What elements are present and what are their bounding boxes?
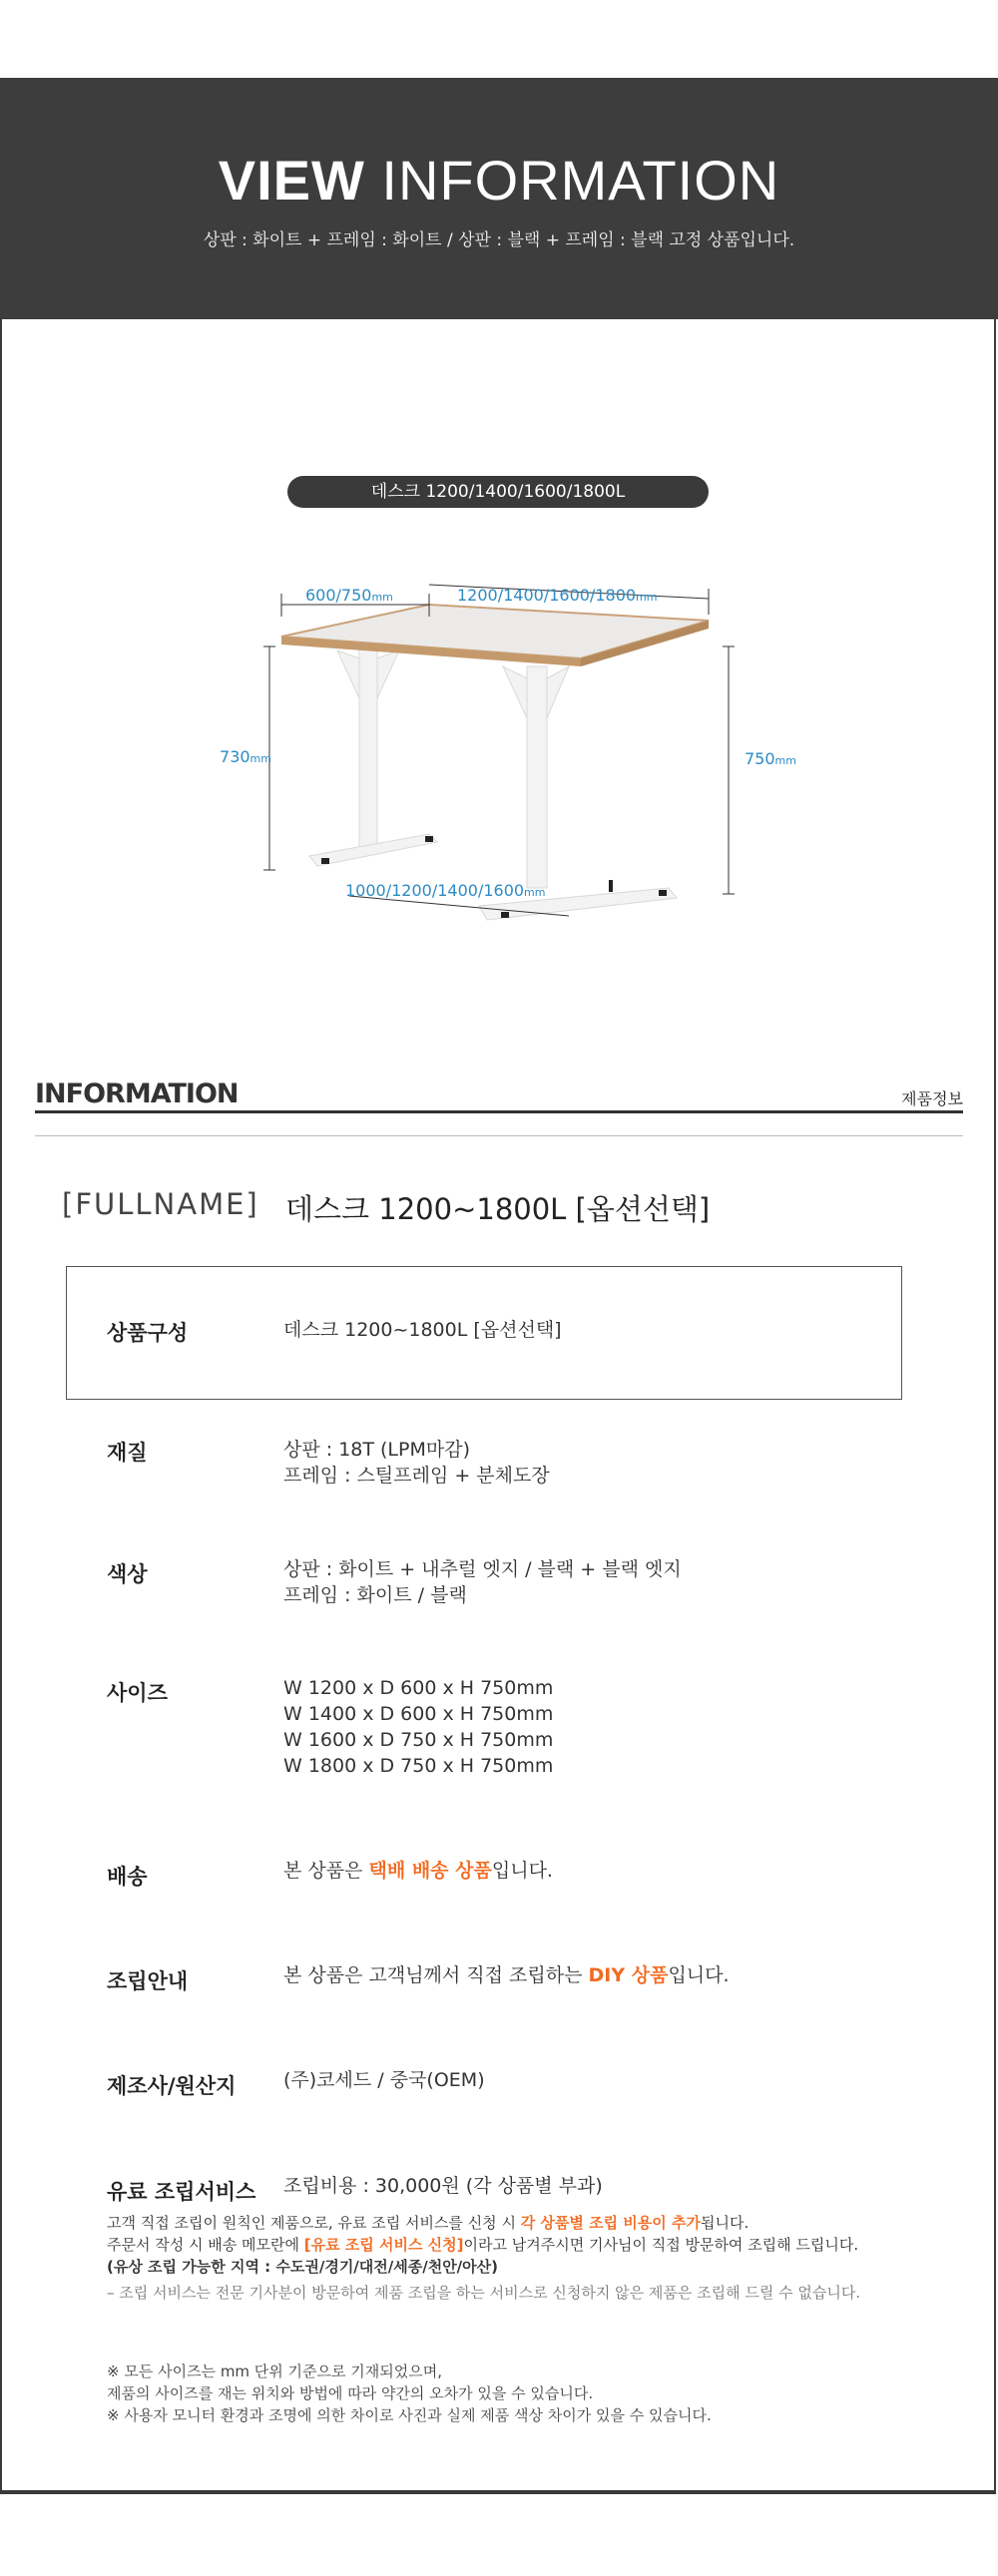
fullname-row: [62, 1187, 711, 1226]
hero-title-bold: VIEW: [218, 149, 365, 212]
size-key: 사이즈: [107, 1681, 168, 1705]
left-foot-pad: [321, 858, 329, 864]
left-brace-2: [337, 650, 359, 698]
paid-note-2: 주문서 작성 시 배송 메모란에 [유료 조립 서비스 신청]이라고 남겨주시면 기사님이 직접 방문하여 조립해 드립니다.: [107, 2236, 859, 2254]
info-title: INFORMATION: [35, 1078, 239, 1109]
material-line: 상판 : 18T (LPM마감): [283, 1439, 470, 1461]
hero-title-light: INFORMATION: [381, 149, 780, 212]
control-box: [609, 880, 613, 892]
left-brace: [377, 650, 399, 698]
base-dimension-label: 1000/1200/1400/1600mm: [345, 881, 546, 900]
right-height-label: 750mm: [745, 749, 796, 768]
footnote: ※ 모든 사이즈는 mm 단위 기준으로 기재되었으며,: [107, 2362, 442, 2380]
footnote: ※ 사용자 모니터 환경과 조명에 의한 차이로 사진과 실제 제품 색상 차이가 있을 수 있습니다.: [107, 2406, 712, 2424]
right-brace: [547, 666, 569, 718]
right-foot-pad: [501, 912, 509, 918]
assembly-post: 입니다.: [668, 1964, 730, 1986]
composition-key: 상품구성: [107, 1321, 189, 1345]
assembly-value: [283, 1962, 730, 1988]
color-line: 프레임 : 화이트 / 블랙: [283, 1584, 467, 1606]
material-key: 재질: [107, 1441, 148, 1465]
product-label-pill: 데스크 1200/1400/1600/1800L: [287, 476, 709, 508]
delivery-value: [283, 1858, 553, 1884]
info-divider: [35, 1135, 963, 1136]
delivery-highlight: 택배 배송 상품: [368, 1860, 492, 1882]
maker-key: 제조사/원산지: [107, 2074, 237, 2098]
right-foot-pad-2: [659, 890, 667, 896]
color-value: [283, 1556, 682, 1608]
footnote: 제품의 사이즈를 재는 위치와 방법에 따라 약간의 오차가 있을 수 있습니다.: [107, 2384, 594, 2402]
desk-top: [281, 605, 709, 658]
material-line: 프레임 : 스틸프레임 + 분체도장: [283, 1465, 550, 1487]
right-brace-2: [503, 666, 527, 718]
size-line: W 1600 x D 750 x H 750mm: [283, 1729, 554, 1751]
size-line: W 1200 x D 600 x H 750mm: [283, 1677, 554, 1699]
maker-value: (주)코세드 / 중국(OEM): [283, 2069, 485, 2091]
fullname-key: [FULLNAME]: [62, 1187, 259, 1221]
info-header: [35, 1073, 963, 1113]
left-foot-pad-2: [425, 836, 433, 842]
left-height-label: 730mm: [220, 747, 271, 766]
material-value: [283, 1437, 550, 1489]
hero-subtitle: 상판 : 화이트 + 프레임 : 화이트 / 상판 : 블랙 + 프레임 : 블랙 고정 상품입니다.: [203, 230, 795, 250]
delivery-post: 입니다.: [491, 1860, 553, 1882]
color-line: 상판 : 화이트 + 내추럴 엣지 / 블랙 + 블랙 엣지: [283, 1558, 682, 1580]
hero-title: [0, 148, 998, 213]
depth-dimension-label: 600/750mm: [305, 586, 393, 605]
width-dimension-label: 1200/1400/1600/1800mm: [457, 586, 658, 605]
fullname-value: 데스크 1200~1800L [옵션선택]: [285, 1192, 711, 1226]
delivery-pre: 본 상품은: [283, 1860, 369, 1882]
paid-note-4: – 조립 서비스는 전문 기사분이 방문하여 제품 조립을 하는 서비스로 신청하지 않은 제품은 조립해 드릴 수 없습니다.: [107, 2284, 861, 2302]
paid-assembly-key: 유료 조립서비스: [107, 2180, 256, 2204]
size-line: W 1800 x D 750 x H 750mm: [283, 1755, 554, 1777]
desk-illustration: [220, 559, 796, 978]
info-right-label: 제품정보: [901, 1089, 963, 1108]
size-line: W 1400 x D 600 x H 750mm: [283, 1703, 554, 1725]
paid-note-3: (유상 조립 가능한 지역 : 수도권/경기/대전/세종/천안/아산): [107, 2258, 498, 2276]
assembly-highlight: DIY 상품: [588, 1964, 669, 1986]
right-leg: [527, 666, 547, 888]
top-spacer: [0, 0, 998, 78]
color-key: 색상: [107, 1562, 148, 1586]
hero-banner: [0, 78, 998, 319]
assembly-key: 조립안내: [107, 1969, 189, 1993]
left-leg: [359, 644, 377, 850]
delivery-key: 배송: [107, 1865, 148, 1889]
composition-value: 데스크 1200~1800L [옵션선택]: [283, 1319, 562, 1341]
paid-note-1: 고객 직접 조립이 원칙인 제품으로, 유료 조립 서비스를 신청 시 각 상품별 조립 비용이 추가됩니다.: [107, 2214, 749, 2232]
size-value: [283, 1675, 553, 1779]
paid-assembly-value: 조립비용 : 30,000원 (각 상품별 부과): [283, 2175, 603, 2197]
assembly-pre: 본 상품은 고객님께서 직접 조립하는: [283, 1964, 589, 1986]
